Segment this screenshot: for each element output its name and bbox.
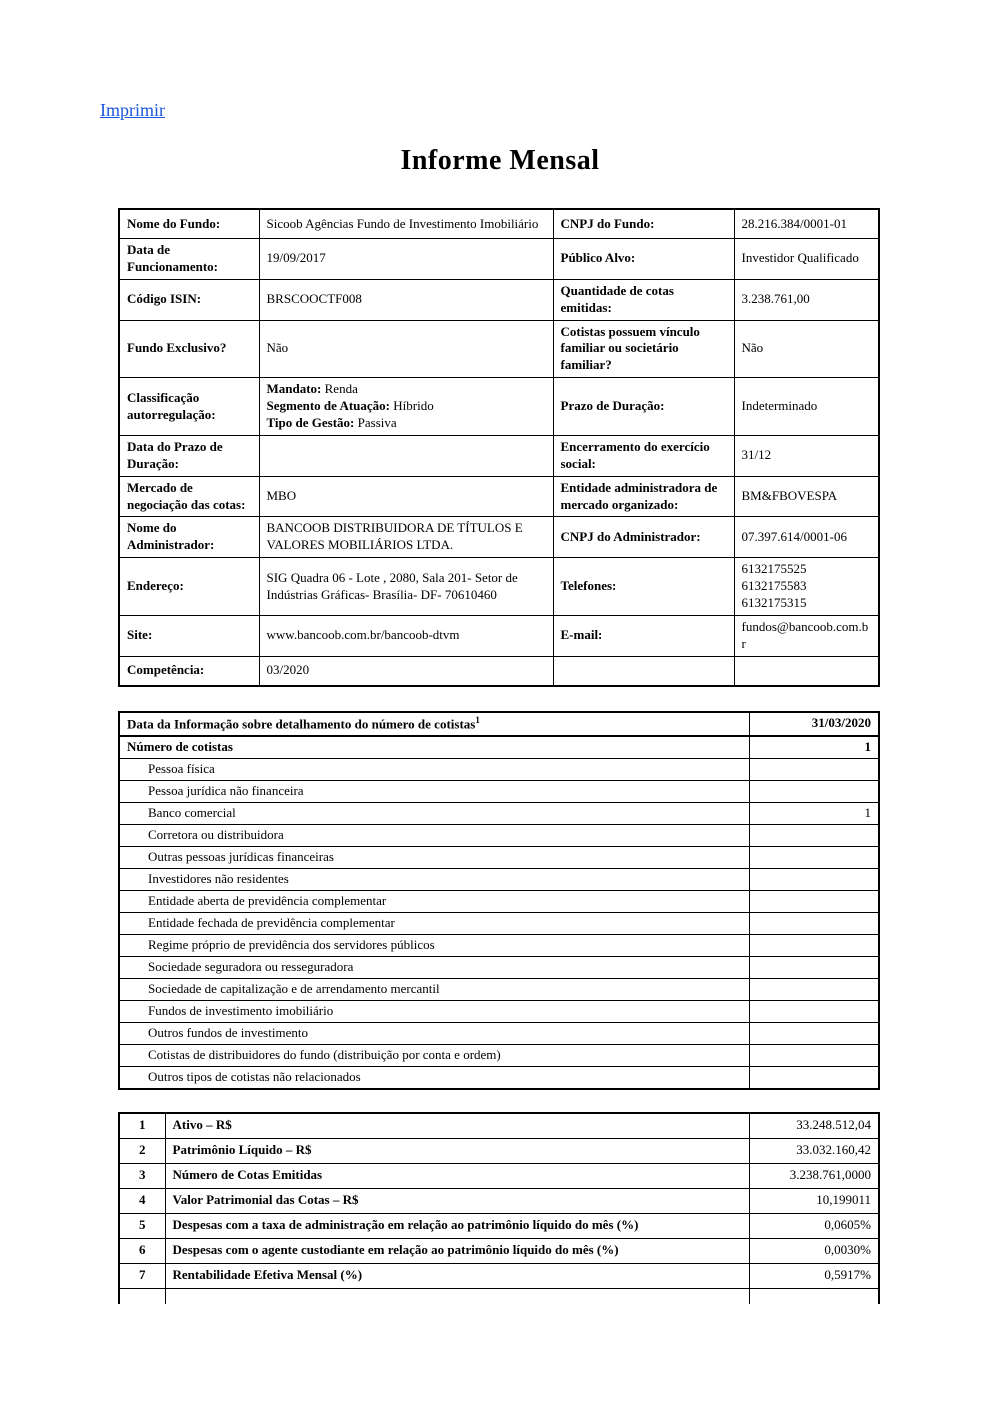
fund-info-table (118, 208, 880, 687)
cotistas-category-row (119, 824, 879, 846)
field-label-cell: Nome do Administrador: (119, 517, 259, 558)
cotistas-category-row (119, 1044, 879, 1066)
cotistas-category-value: 1 (749, 802, 879, 824)
empty-cell (165, 1288, 749, 1304)
cotistas-category-label: Pessoa física (119, 758, 749, 780)
cotistas-category-row (119, 1066, 879, 1089)
field-label-cell: Telefones: (553, 558, 734, 616)
indicator-row (119, 1213, 879, 1238)
field-value-cell: 07.397.614/0001-06 (734, 517, 879, 558)
indicator-row (119, 1163, 879, 1188)
field-label-cell: Entidade administradora de mercado organizado: (553, 476, 734, 517)
cotistas-category-value (749, 956, 879, 978)
cotistas-category-value (749, 934, 879, 956)
cotistas-category-label: Outros fundos de investimento (119, 1022, 749, 1044)
field-value-cell: SIG Quadra 06 - Lote , 2080, Sala 201- Setor de Indústrias Gráficas- Brasília- DF- 70610460 (259, 558, 553, 616)
indicator-label: Número de Cotas Emitidas (165, 1163, 749, 1188)
cotistas-category-value (749, 978, 879, 1000)
cotistas-category-label: Regime próprio de previdência dos servidores públicos (119, 934, 749, 956)
cotistas-category-row (119, 758, 879, 780)
inline-field-label: Segmento de Atuação: (266, 398, 390, 414)
field-label-cell: Quantidade de cotas emitidas: (553, 279, 734, 320)
cotistas-category-value (749, 1000, 879, 1022)
cotistas-category-value (749, 1022, 879, 1044)
indicators-table (118, 1112, 880, 1304)
field-value-cell: BM&FBOVESPA (734, 476, 879, 517)
field-value-cell: BANCOOB DISTRIBUIDORA DE TÍTULOS E VALORES MOBILIÁRIOS LTDA. (259, 517, 553, 558)
cotistas-category-value (749, 890, 879, 912)
cotistas-category-label: Entidade aberta de previdência complementar (119, 890, 749, 912)
indicator-label: Despesas com a taxa de administração em relação ao patrimônio líquido do mês (%) (165, 1213, 749, 1238)
cotistas-total-label: Número de cotistas (119, 736, 749, 759)
cotistas-category-label: Banco comercial (119, 802, 749, 824)
indicator-number: 7 (119, 1263, 165, 1288)
cotistas-category-row (119, 978, 879, 1000)
cotistas-category-row (119, 846, 879, 868)
indicator-value: 33.032.160,42 (749, 1138, 879, 1163)
field-value-cell: www.bancoob.com.br/bancoob-dtvm (259, 615, 553, 656)
cotistas-category-row (119, 780, 879, 802)
fund-info-row (119, 435, 879, 476)
indicator-label: Ativo – R$ (165, 1113, 749, 1139)
cotistas-category-value (749, 824, 879, 846)
field-label-cell: Competência: (119, 656, 259, 686)
indicator-row (119, 1238, 879, 1263)
fund-info-row (119, 378, 879, 436)
indicator-value: 0,0030% (749, 1238, 879, 1263)
field-value-cell: fundos@bancoob.com.br (734, 615, 879, 656)
page-title: Informe Mensal (400, 145, 600, 176)
field-label-cell: E-mail: (553, 615, 734, 656)
cotistas-total-row (119, 736, 879, 759)
field-label-cell: Data do Prazo de Duração: (119, 435, 259, 476)
cotistas-total-value: 1 (749, 736, 879, 759)
fund-info-row (119, 656, 879, 686)
cotistas-category-row (119, 890, 879, 912)
indicator-value: 3.238.761,0000 (749, 1163, 879, 1188)
field-value-cell: 31/12 (734, 435, 879, 476)
indicator-row (119, 1263, 879, 1288)
cotistas-category-label: Fundos de investimento imobiliário (119, 1000, 749, 1022)
cotistas-category-label: Investidores não residentes (119, 868, 749, 890)
fund-info-row (119, 320, 879, 378)
field-label-cell: Fundo Exclusivo? (119, 320, 259, 378)
fund-info-row (119, 615, 879, 656)
cotistas-category-row (119, 868, 879, 890)
indicator-label: Despesas com o agente custodiante em relação ao patrimônio líquido do mês (%) (165, 1238, 749, 1263)
indicator-number: 1 (119, 1113, 165, 1139)
field-label-cell: CNPJ do Administrador: (553, 517, 734, 558)
field-value-cell: Investidor Qualificado (734, 239, 879, 280)
indicator-label: Patrimônio Líquido – R$ (165, 1138, 749, 1163)
field-label-cell: CNPJ do Fundo: (553, 209, 734, 239)
cotistas-category-label: Pessoa jurídica não financeira (119, 780, 749, 802)
inline-field-label: Tipo de Gestão: (266, 415, 355, 431)
cotistas-table (118, 711, 880, 1090)
cotistas-category-value (749, 912, 879, 934)
cotistas-category-value (749, 868, 879, 890)
field-value-cell: 3.238.761,00 (734, 279, 879, 320)
cotistas-header-date: 31/03/2020 (749, 712, 879, 736)
cotistas-header-label: Data da Informação sobre detalhamento do número de cotistas$^1$ (119, 712, 749, 736)
indicator-value: 0,5917% (749, 1263, 879, 1288)
indicator-label: Valor Patrimonial das Cotas – R$ (165, 1188, 749, 1213)
cotistas-category-value (749, 758, 879, 780)
field-label-cell: Classificação autorregulação: (119, 378, 259, 436)
cotistas-category-value (749, 1066, 879, 1089)
field-value-cell: MBO (259, 476, 553, 517)
field-label-cell: Site: (119, 615, 259, 656)
fund-info-row (119, 239, 879, 280)
cotistas-category-row (119, 934, 879, 956)
cotistas-category-row (119, 956, 879, 978)
field-value-cell: Sicoob Agências Fundo de Investimento Imobiliário (259, 209, 553, 239)
inline-field-label: Mandato: (266, 381, 322, 397)
cotistas-category-label: Outros tipos de cotistas não relacionados (119, 1066, 749, 1089)
field-label-cell: Cotistas possuem vínculo familiar ou societário familiar? (553, 320, 734, 378)
cotistas-category-value (749, 780, 879, 802)
field-value-cell (259, 435, 553, 476)
indicator-number: 4 (119, 1188, 165, 1213)
field-value-cell: Indeterminado (734, 378, 879, 436)
cotistas-category-row (119, 912, 879, 934)
cotistas-category-value (749, 846, 879, 868)
fund-info-row (119, 517, 879, 558)
field-label-cell: Nome do Fundo: (119, 209, 259, 239)
empty-cell (749, 1288, 879, 1304)
field-label-cell (553, 656, 734, 686)
indicator-number: 5 (119, 1213, 165, 1238)
report-body (118, 208, 878, 1304)
cotistas-category-row (119, 1022, 879, 1044)
indicator-value: 33.248.512,04 (749, 1113, 879, 1139)
fund-info-row (119, 476, 879, 517)
indicator-row-truncated (119, 1288, 879, 1304)
cotistas-category-label: Sociedade de capitalização e de arrendamento mercantil (119, 978, 749, 1000)
cotistas-category-row (119, 1000, 879, 1022)
cotistas-category-label: Entidade fechada de previdência complementar (119, 912, 749, 934)
cotistas-category-label: Cotistas de distribuidores do fundo (distribuição por conta e ordem) (119, 1044, 749, 1066)
field-label-cell: Prazo de Duração: (553, 378, 734, 436)
indicator-label: Rentabilidade Efetiva Mensal (%) (165, 1263, 749, 1288)
empty-cell (119, 1288, 165, 1304)
indicator-row (119, 1188, 879, 1213)
field-label-cell: Código ISIN: (119, 279, 259, 320)
cotistas-category-label: Corretora ou distribuidora (119, 824, 749, 846)
cotistas-header-row (119, 712, 879, 736)
cotistas-category-value (749, 1044, 879, 1066)
field-value-cell: BRSCOOCTF008 (259, 279, 553, 320)
cotistas-category-row (119, 802, 879, 824)
field-value-cell: 03/2020 (259, 656, 553, 686)
fund-info-row (119, 279, 879, 320)
field-value-cell: 28.216.384/0001-01 (734, 209, 879, 239)
indicator-value: 0,0605% (749, 1213, 879, 1238)
indicator-value: 10,199011 (749, 1188, 879, 1213)
indicator-row (119, 1138, 879, 1163)
field-label-cell: Endereço: (119, 558, 259, 616)
indicator-number: 2 (119, 1138, 165, 1163)
field-label-cell: Mercado de negociação das cotas: (119, 476, 259, 517)
fund-info-row (119, 558, 879, 616)
field-value-cell: Não (734, 320, 879, 378)
print-link[interactable]: Imprimir (100, 100, 165, 120)
field-value-cell: 19/09/2017 (259, 239, 553, 280)
field-value-cell: 6132175525 6132175583 6132175315 (734, 558, 879, 616)
field-label-cell: Data de Funcionamento: (119, 239, 259, 280)
field-value-cell (734, 656, 879, 686)
field-value-cell: Não (259, 320, 553, 378)
footnote-marker: 1 (475, 714, 480, 725)
field-value-cell: Mandato: Renda Segmento de Atuação: Híbrido Tipo de Gestão: Passiva (259, 378, 553, 436)
indicator-row (119, 1113, 879, 1139)
field-label-cell: Público Alvo: (553, 239, 734, 280)
cotistas-category-label: Sociedade seguradora ou resseguradora (119, 956, 749, 978)
cotistas-category-label: Outras pessoas jurídicas financeiras (119, 846, 749, 868)
field-label-cell: Encerramento do exercício social: (553, 435, 734, 476)
indicator-number: 3 (119, 1163, 165, 1188)
fund-info-row (119, 209, 879, 239)
indicator-number: 6 (119, 1238, 165, 1263)
